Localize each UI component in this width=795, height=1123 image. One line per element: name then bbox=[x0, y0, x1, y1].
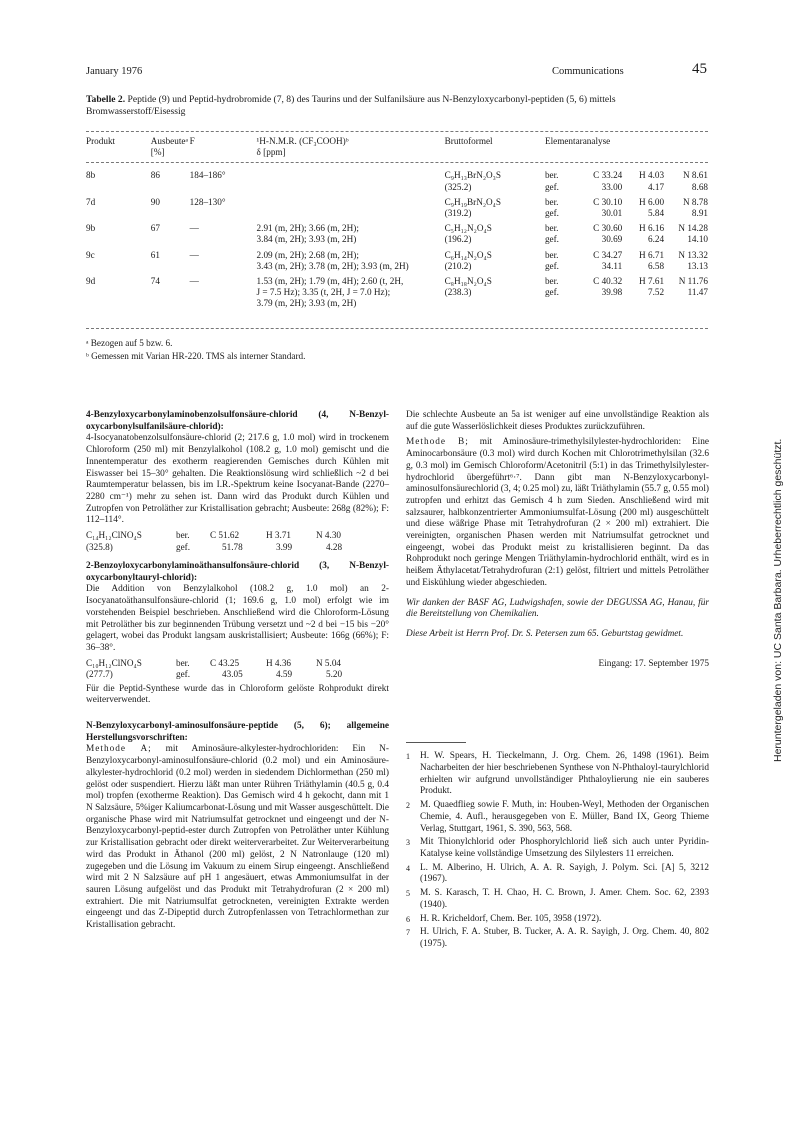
analysis-ber: N 8.61 bbox=[682, 170, 708, 181]
reference-item bbox=[406, 837, 709, 860]
dedication: Diese Arbeit ist Herrn Prof. Dr. S. Petersen zum 65. Geburtstag gewidmet. bbox=[406, 628, 684, 639]
cell-elementaranalyse bbox=[622, 223, 664, 249]
analysis-ber: N 8.78 bbox=[682, 196, 708, 207]
analysis-gef: 30.01 bbox=[601, 208, 623, 219]
page-number: 45 bbox=[692, 61, 707, 77]
table-footnote: ᵃ Bezogen auf 5 bzw. 6. bbox=[86, 338, 173, 348]
nmr-line: J = 7.5 Hz); 3.35 (t, 2H, J = 7.0 Hz); bbox=[256, 287, 391, 298]
analysis-gef: gef. bbox=[544, 234, 559, 245]
analysis-ber: ber. bbox=[544, 223, 559, 234]
paragraph: Die Addition von Benzylalkohol (108.2 g, 1.0 mol) an 2-Isocyanatoäthansulfonsäure-chlorid (1; 169.6 g, 1.0 mol) erfolgt wie im vorstehenden Beispiel beschrieben. Anschließend wird die Chloroform-Lösung mit Petroläther bis zur beginnenden Trübung versetzt und ~2 d bei −15 bis −20° gelagert, wobei das Produkt langsam auskristallisiert; Ausbeute: 166g (66%); F: 36–38°. bbox=[86, 584, 389, 653]
analysis-cell: C 51.62 bbox=[210, 530, 240, 541]
reference-text: L. M. Alberino, H. Ulrich, A. A. R. Sayigh, J. Polym. Sci. [A] 5, 3212 (1967). bbox=[420, 862, 709, 885]
reference-number: 6 bbox=[406, 914, 410, 924]
reference-number: 7 bbox=[406, 928, 410, 938]
reference-item bbox=[406, 914, 709, 926]
analysis-ber: C 30.60 bbox=[593, 223, 623, 234]
reference-text: M. Quaedflieg sowie F. Muth, in: Houben-Weyl, Methoden der Organischen Chemie, 4. Aufl., herausgegeben von E. Müller, Band IX, Georg Thieme Verlag, Stuttgart, 1961, S. 390, 563, 568. bbox=[420, 800, 709, 834]
cell-elementaranalyse bbox=[664, 223, 708, 249]
cell-nmr bbox=[257, 197, 445, 223]
analysis-cell: 3.99 bbox=[276, 541, 293, 552]
analysis-cell: 43.05 bbox=[222, 669, 243, 680]
reference-item bbox=[406, 927, 709, 950]
method-label: Methode A; bbox=[86, 744, 152, 755]
analysis-ber: ber. bbox=[544, 276, 559, 287]
analysis-ber: H 6.71 bbox=[639, 249, 665, 260]
reference-item bbox=[406, 751, 709, 798]
analysis-row bbox=[86, 669, 389, 681]
reference-item bbox=[406, 800, 709, 835]
reference-item bbox=[406, 888, 709, 911]
method-text: mit Aminosäure-alkylester-hydrochloriden: Ein N-Benzyloxycarbonyl-aminosulfonsäure-chlorid (0.2 mol) und ein Aminosäure-alkylester-hydrochlorid (0.2 mol) werden in siedendem Dichlormethan (250 ml) gelöst oder suspendiert. Hierzu läßt man unter Rühren Triäthylamin (40.5 g, 0.4 mol) tropfen (exotherme Reaktion). Das Gemisch wird 4 h gekocht, dann mit 1 N Salzsäure, 5%iger Kaliumcarbonat-Lösung und mit Wasser ausgeschüttelt. Die organische Phase wird mit Natriumsulfat getrocknet und eingeengt und der N-Benzyloxycarbonyl-peptid-ester durch Zutropfen von Petroläther unter Kühlung zur Kristallisation gebracht oder direkt weiterverarbeitet. Zur Weiterverarbeitung wird das Produkt in Äthanol (200 ml) gelöst, 2 N Natronlauge (120 ml) zugegeben und die Lösung im Vakuum zu einem Sirup eingeengt. Anschließend wird mit 2 N Salzsäure auf pH 1 angesäuert, etwas Ammoniumsulfat in der sauren Lösung aufgelöst und das Produkt mit Tetrahydrofuran (2 × 200 ml) extrahiert. Die mit Natriumsulfat getrockneten, vereinigten Extrakte werden eingeengt und das Z-Dipeptid durch Zutropfenlassen von Tetrachlormethan zur Kristallisation gebracht. bbox=[86, 744, 389, 931]
data-table bbox=[86, 136, 708, 314]
paragraph bbox=[406, 437, 709, 589]
molecular-weight: (319.2) bbox=[444, 208, 472, 219]
analysis-cell: H 4.36 bbox=[266, 657, 292, 668]
reference-number: 4 bbox=[406, 863, 410, 873]
analysis-gef: 6.24 bbox=[647, 234, 665, 245]
table-bottom-rule bbox=[86, 328, 708, 329]
acknowledgement: Wir danken der BASF AG, Ludwigshafen, sowie der DEGUSSA AG, Hanau, für die Bereitstellung von Chemikalien. bbox=[406, 597, 709, 620]
cell-f: 184–186° bbox=[189, 170, 226, 181]
table-caption bbox=[86, 94, 708, 118]
analysis-ber: N 11.76 bbox=[678, 276, 708, 287]
th-nmr-label: ¹H-N.M.R. (CF₃COOH)ᵇ bbox=[256, 136, 349, 146]
cell-elementaranalyse bbox=[545, 197, 574, 223]
cell-ausbeute: 90 bbox=[150, 196, 160, 207]
th-ausbeute-label: Ausbeuteᵃ bbox=[150, 136, 188, 146]
paragraph: Für die Peptid-Synthese wurde das in Chloroform gelöste Rohprodukt direkt weiterverwendet. bbox=[86, 683, 389, 706]
analysis-cell: 4.28 bbox=[326, 541, 343, 552]
analysis-cell: 4.59 bbox=[276, 669, 293, 680]
cell-formel bbox=[445, 250, 545, 276]
left-column bbox=[86, 410, 389, 932]
cell-ausbeute: 74 bbox=[150, 276, 160, 287]
table-row bbox=[86, 197, 708, 223]
cell-produkt: 7d bbox=[86, 196, 96, 207]
cell-elementaranalyse bbox=[622, 197, 664, 223]
cell-elementaranalyse bbox=[545, 276, 574, 314]
analysis-block bbox=[86, 658, 389, 681]
paragraph: 4-Isocyanatobenzolsulfonsäure-chlorid (2; 217.6 g, 1.0 mol) wird in trockenem Chloroform (250 ml) mit Benzylalkohol (108.2 g, 1.0 mol) gemischt und die Innentemperatur des exotherm reagierenden Gemisches durch Kühlen mit Eiswasser bei 15–30° gehalten. Die Reaktionslösung wird schließlich ~2 d bei Raumtemperatur belassen, bis im I.R.-Spektrum keine Isocyanat-Bande (2270–2280 cm⁻¹) mehr zu sehen ist. Dann wird das Produkt durch Kühlen und Zutropfen von Petroläther zur Kristallisation gebracht; Ausbeute: 268g (82%); F: 112–114°. bbox=[86, 433, 389, 526]
cell-ausbeute: 86 bbox=[150, 170, 160, 181]
nmr-line: 1.53 (m, 2H); 1.79 (m, 4H); 2.60 (t, 2H, bbox=[256, 276, 404, 287]
analysis-mw: (325.8) bbox=[86, 541, 113, 552]
analysis-gef: 7.52 bbox=[647, 287, 665, 298]
th-ausbeute bbox=[151, 136, 190, 162]
cell-nmr bbox=[257, 250, 445, 276]
analysis-cell: 5.20 bbox=[326, 669, 343, 680]
molecular-weight: (196.2) bbox=[444, 234, 472, 245]
analysis-ber: ber. bbox=[544, 249, 559, 260]
side-note-text: Heruntergeladen von: UC Santa Barbara. Urheberrechtlich geschützt. bbox=[772, 438, 784, 762]
nmr-line: 3.43 (m, 2H); 3.78 (m, 2H); 3.93 (m, 2H) bbox=[256, 260, 409, 271]
cell-elementaranalyse bbox=[622, 276, 664, 314]
table-header-row bbox=[86, 136, 708, 162]
header-date: January 1976 bbox=[86, 66, 143, 77]
reference-text: H. Ulrich, F. A. Stuber, B. Tucker, A. A. R. Sayigh, J. Org. Chem. 40, 802 (1975). bbox=[420, 927, 709, 949]
formula: C₆H₁₄N₂O₄S bbox=[444, 249, 492, 260]
table-row bbox=[86, 223, 708, 249]
header-section: Communications bbox=[552, 66, 624, 77]
analysis-gef: 39.98 bbox=[601, 287, 623, 298]
analysis-gef: 30.69 bbox=[601, 234, 623, 245]
reference-number: 3 bbox=[406, 838, 410, 848]
section-heading: N-Benzyloxycarbonyl-aminosulfonsäure-peptide (5, 6); allgemeine Herstellungsvorschriften: bbox=[86, 721, 389, 743]
table-caption-text: Peptide (9) und Peptid-hydrobromide (7, 8) des Taurins und der Sulfanilsäure aus N-Benzyloxycarbonyl-peptiden (5, 6) mittels Bromwasserstoff/Eisessig bbox=[86, 94, 616, 117]
reference-text: H. W. Spears, H. Tieckelmann, J. Org. Chem. 26, 1498 (1961). Beim Nacharbeiten der hier beschriebenen Synthese von N-Phthaloyl-taurylchlorid erhielten wir aufgrund unvollständiger Phthaloylierung nie ein sauberes Produkt. bbox=[420, 751, 709, 797]
analysis-gef: 6.58 bbox=[647, 260, 665, 271]
analysis-gef: gef. bbox=[544, 287, 559, 298]
reference-number: 2 bbox=[406, 801, 410, 811]
table-footnote: ᵇ Gemessen mit Varian HR-220. TMS als interner Standard. bbox=[86, 351, 306, 361]
analysis-ber: H 4.03 bbox=[639, 170, 665, 181]
analysis-block bbox=[86, 530, 389, 553]
nmr-line: 3.79 (m, 2H); 3.93 (m, 2H) bbox=[256, 298, 357, 309]
nmr-line: 3.84 (m, 2H); 3.93 (m, 2H) bbox=[256, 234, 357, 245]
formula: C₉H₁₉BrN₂O₄S bbox=[444, 196, 501, 207]
cell-formel bbox=[445, 223, 545, 249]
cell-elementaranalyse bbox=[622, 162, 664, 196]
table-caption-label: Tabelle 2. bbox=[86, 94, 126, 105]
cell-elementaranalyse bbox=[574, 223, 622, 249]
analysis-cell: N 5.04 bbox=[316, 657, 342, 668]
formula: C₉H₁₃BrN₂O₃S bbox=[444, 170, 501, 181]
analysis-gef: 5.84 bbox=[647, 208, 665, 219]
analysis-ber: C 33.24 bbox=[593, 170, 623, 181]
analysis-formula: C₁₀H₁₂ClNO₄S bbox=[86, 657, 142, 668]
received-date: Eingang: 17. September 1975 bbox=[598, 658, 709, 669]
cell-formel bbox=[445, 197, 545, 223]
cell-elementaranalyse bbox=[664, 162, 708, 196]
section-heading: 2-Benzoyloxycarbonylaminoäthansulfonsäure-chlorid (3, N-Benzyl-oxycarbonyltauryl-chlorid): bbox=[86, 561, 389, 583]
analysis-gef: 8.68 bbox=[691, 181, 708, 192]
cell-elementaranalyse bbox=[664, 276, 708, 314]
analysis-cell: gef. bbox=[176, 669, 191, 680]
formula: C₅H₁₂N₂O₄S bbox=[444, 223, 492, 234]
analysis-ber: N 14.28 bbox=[678, 223, 708, 234]
analysis-ber: C 30.10 bbox=[593, 196, 623, 207]
method-label: Methode B; bbox=[406, 437, 469, 448]
cell-formel bbox=[445, 162, 545, 196]
th-f: F bbox=[189, 136, 195, 146]
cell-elementaranalyse bbox=[664, 197, 708, 223]
reference-text: H. R. Kricheldorf, Chem. Ber. 105, 3958 (1972). bbox=[420, 913, 602, 924]
table-row bbox=[86, 250, 708, 276]
cell-elementaranalyse bbox=[664, 250, 708, 276]
molecular-weight: (325.2) bbox=[444, 181, 472, 192]
reference-number: 5 bbox=[406, 889, 410, 899]
cell-formel bbox=[445, 276, 545, 314]
table-footnotes bbox=[86, 337, 305, 363]
analysis-gef: 8.91 bbox=[691, 208, 708, 219]
cell-elementaranalyse bbox=[545, 223, 574, 249]
table-top-rule bbox=[86, 131, 708, 132]
molecular-weight: (238.3) bbox=[444, 287, 472, 298]
analysis-row bbox=[86, 542, 389, 554]
analysis-cell: ber. bbox=[176, 530, 190, 541]
cell-nmr bbox=[257, 276, 445, 314]
cell-f: — bbox=[189, 223, 199, 234]
references-list bbox=[406, 751, 709, 950]
analysis-cell: 51.78 bbox=[222, 541, 243, 552]
analysis-ber: ber. bbox=[544, 170, 559, 181]
cell-produkt: 9b bbox=[86, 223, 96, 234]
cell-f: — bbox=[189, 276, 199, 287]
analysis-ber: C 40.32 bbox=[593, 276, 623, 287]
cell-produkt: 9d bbox=[86, 276, 96, 287]
analysis-ber: N 13.32 bbox=[678, 249, 708, 260]
th-bruttoformel: Bruttoformel bbox=[444, 136, 493, 146]
analysis-row bbox=[86, 658, 389, 670]
th-ausbeute-unit: [%] bbox=[150, 147, 165, 158]
analysis-gef: 33.00 bbox=[601, 181, 623, 192]
cell-produkt: 9c bbox=[86, 249, 95, 260]
reference-item bbox=[406, 863, 709, 886]
th-nmr bbox=[257, 136, 445, 162]
cell-f: — bbox=[189, 249, 199, 260]
analysis-row bbox=[86, 530, 389, 542]
reference-number: 1 bbox=[406, 752, 410, 762]
reference-text: M. S. Karasch, T. H. Chao, H. C. Brown, J. Amer. Chem. Soc. 62, 2393 (1940). bbox=[420, 888, 709, 910]
cell-ausbeute: 61 bbox=[150, 249, 160, 260]
analysis-ber: C 34.27 bbox=[593, 249, 623, 260]
analysis-gef: 4.17 bbox=[647, 181, 665, 192]
analysis-mw: (277.7) bbox=[86, 669, 113, 680]
analysis-cell: gef. bbox=[176, 541, 191, 552]
right-column bbox=[406, 410, 709, 953]
paragraph: Die schlechte Ausbeute an 5a ist weniger auf eine unvollständige Reaktion als auf die gute Wasserlöslichkeit dieses Produktes zurückzuführen. bbox=[406, 410, 709, 432]
section-heading: 4-Benzyloxycarbonylaminobenzolsulfonsäure-chlorid (4, N-Benzyl-oxycarbonylsulfanilsäure-chlorid): bbox=[86, 410, 389, 432]
analysis-gef: gef. bbox=[544, 181, 559, 192]
cell-elementaranalyse bbox=[574, 276, 622, 314]
paragraph bbox=[86, 744, 389, 931]
analysis-gef: gef. bbox=[544, 260, 559, 271]
analysis-ber: ber. bbox=[544, 196, 559, 207]
analysis-ber: H 6.00 bbox=[639, 196, 665, 207]
th-nmr-unit: δ [ppm] bbox=[256, 147, 286, 158]
th-elementaranalyse: Elementaranalyse bbox=[544, 136, 611, 146]
cell-elementaranalyse bbox=[574, 162, 622, 196]
cell-elementaranalyse bbox=[622, 250, 664, 276]
cell-nmr bbox=[257, 162, 445, 196]
analysis-gef: 11.47 bbox=[687, 287, 708, 298]
cell-elementaranalyse bbox=[545, 250, 574, 276]
table-row bbox=[86, 276, 708, 314]
molecular-weight: (210.2) bbox=[444, 260, 472, 271]
table-row bbox=[86, 162, 708, 196]
references-rule bbox=[406, 742, 466, 743]
cell-produkt: 8b bbox=[86, 170, 96, 181]
reference-text: Mit Thionylchlorid oder Phosphorylchlorid ließ sich auch unter Pyridin-Katalyse keine vollständige Umsetzung des Silylesters 11 erreichen. bbox=[420, 837, 709, 859]
analysis-gef: 34.11 bbox=[601, 260, 623, 271]
cell-elementaranalyse bbox=[574, 197, 622, 223]
analysis-gef: gef. bbox=[544, 208, 559, 219]
analysis-cell: C 43.25 bbox=[210, 657, 240, 668]
analysis-cell: N 4.30 bbox=[316, 530, 342, 541]
analysis-cell: H 3.71 bbox=[266, 530, 292, 541]
nmr-line: 2.91 (m, 2H); 3.66 (m, 2H); bbox=[256, 223, 359, 234]
cell-f: 128–130° bbox=[189, 196, 226, 207]
cell-ausbeute: 67 bbox=[150, 223, 160, 234]
formula: C₈H₁₈N₂O₄S bbox=[444, 276, 492, 287]
analysis-ber: H 7.61 bbox=[639, 276, 665, 287]
cell-elementaranalyse bbox=[574, 250, 622, 276]
analysis-gef: 14.10 bbox=[687, 234, 708, 245]
analysis-gef: 13.13 bbox=[687, 260, 708, 271]
analysis-formula: C₁₄H₁₂ClNO₄S bbox=[86, 530, 142, 541]
nmr-line: 2.09 (m, 2H); 2.68 (m, 2H); bbox=[256, 249, 359, 260]
cell-elementaranalyse bbox=[545, 162, 574, 196]
analysis-cell: ber. bbox=[176, 657, 190, 668]
method-text: mit Aminosäure-trimethylsilylester-hydrochloriden: Eine Aminocarbonsäure (0.3 mol) wird durch Kochen mit Chlorotrimethylsilan (32.6 g, 0.3 mol) im Gemisch Chloroform/Acetonitril (5:1) in das Trimethylsilylester-hydrochlorid übergeführt⁶·⁷. Dann gibt man N-Benzyloxycarbonyl-aminosulfonsäurechlorid (3, 4; 0.25 mol) zu, läßt Triäthylamin (55.7 g, 0.55 mol) zutropfen und erhitzt das Gemisch 4 h zum Sieden. Anschließend wird mit salzsaurer, halbkonzentrierter Ammoniumsulfat-Lösung (200 ml) ausgeschüttelt und diese wäßrige Phase mit Tetrahydrofuran (2 × 200 ml) extrahiert. Die vereinigten, organischen Phasen werden mit Natriumsulfat getrocknet und eingeengt, wobei das Produkt meist zu kristallisieren beginnt. Da das Rohprodukt noch geringe Mengen Triäthylamin-hydrochlorid enthält, wird es in heißem Äthylacetat/Tetrahydrofuran (2:1) gelöst, filtriert und mittels Petroläther und Eiskühlung wieder abgeschieden. bbox=[406, 437, 710, 588]
th-produkt: Produkt bbox=[86, 136, 116, 146]
cell-nmr bbox=[257, 223, 445, 249]
analysis-ber: H 6.16 bbox=[639, 223, 665, 234]
